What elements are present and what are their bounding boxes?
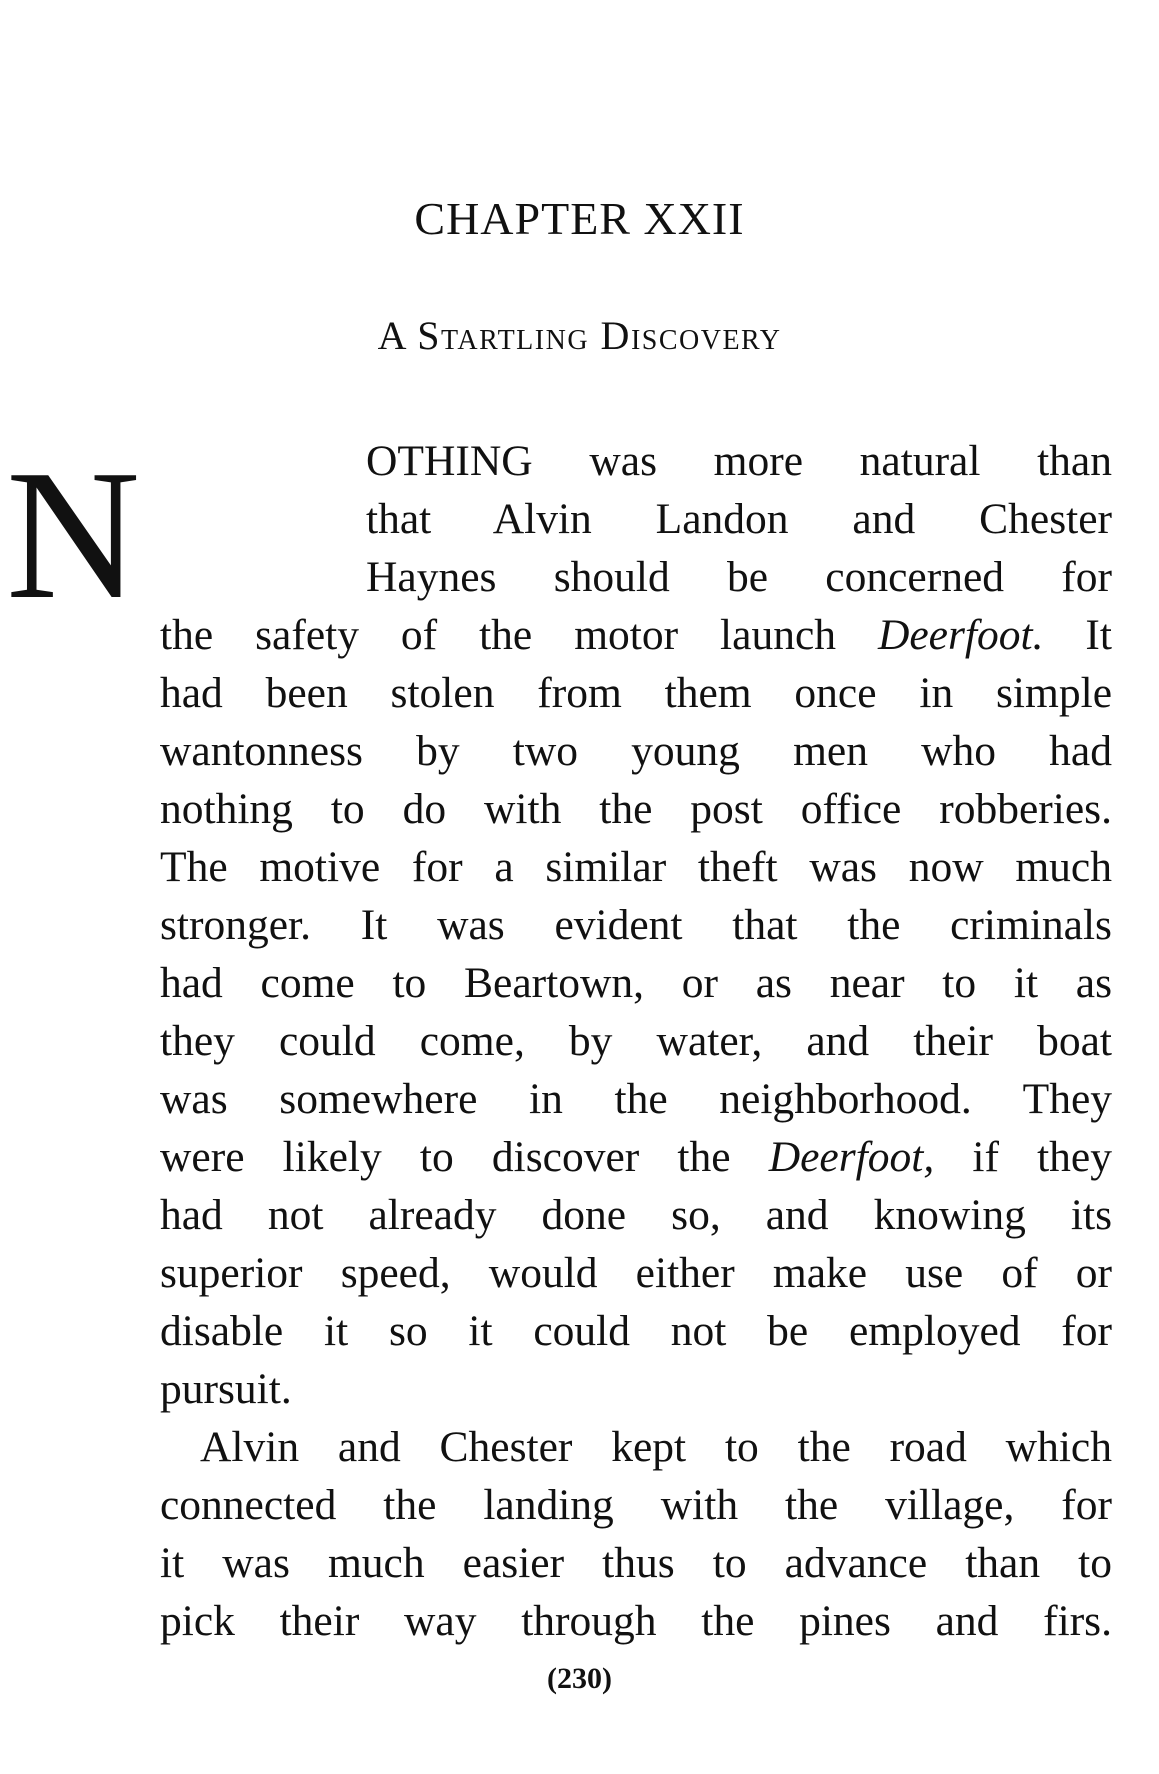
chapter-number: CHAPTER XXII — [414, 193, 745, 244]
text-line: connected the landing with the village, for — [160, 1481, 1112, 1529]
text-span: if they — [972, 1133, 1112, 1181]
text-line: was somewhere in the neighborhood. They — [160, 1075, 1112, 1123]
text-line: it was much easier thus to advance than to — [160, 1539, 1112, 1587]
text-span: the safety of the motor launch — [160, 611, 836, 659]
text-line: superior speed, would either make use of or — [160, 1249, 1112, 1297]
body-text — [160, 432, 1112, 1650]
text-line: nothing to do with the post office robberies. — [160, 785, 1112, 833]
text-line: Haynes should be concerned for — [366, 553, 1112, 601]
text-line: pick their way through the pines and firs. — [160, 1597, 1112, 1645]
text-line: The motive for a similar theft was now much — [160, 843, 1112, 891]
text-line: had been stolen from them once in simple — [160, 669, 1112, 717]
text-line: pursuit. — [160, 1365, 292, 1413]
text-span: were likely to discover the — [160, 1133, 731, 1181]
boat-name: Deerfoot, — [768, 1133, 935, 1181]
text-line: that Alvin Landon and Chester — [366, 495, 1112, 543]
boat-name: Deerfoot. — [877, 611, 1044, 659]
text-line: they could come, by water, and their boat — [160, 1017, 1112, 1065]
text-line — [160, 1128, 1112, 1186]
page-number: (230) — [547, 1662, 612, 1695]
chapter-title: A Startling Discovery — [377, 313, 782, 358]
text-line: disable it so it could not be employed for — [160, 1307, 1112, 1355]
text-line: Alvin and Chester kept to the road which — [200, 1423, 1112, 1471]
text-line: had come to Beartown, or as near to it as — [160, 959, 1112, 1007]
text-line: stronger. It was evident that the criminals — [160, 901, 1112, 949]
text-line: wantonness by two young men who had — [160, 727, 1112, 775]
text-line — [160, 606, 1112, 664]
text-line: OTHING was more natural than — [366, 437, 1112, 485]
text-line: had not already done so, and knowing its — [160, 1191, 1112, 1239]
text-span: It — [1085, 611, 1112, 659]
drop-cap: N — [6, 432, 141, 638]
